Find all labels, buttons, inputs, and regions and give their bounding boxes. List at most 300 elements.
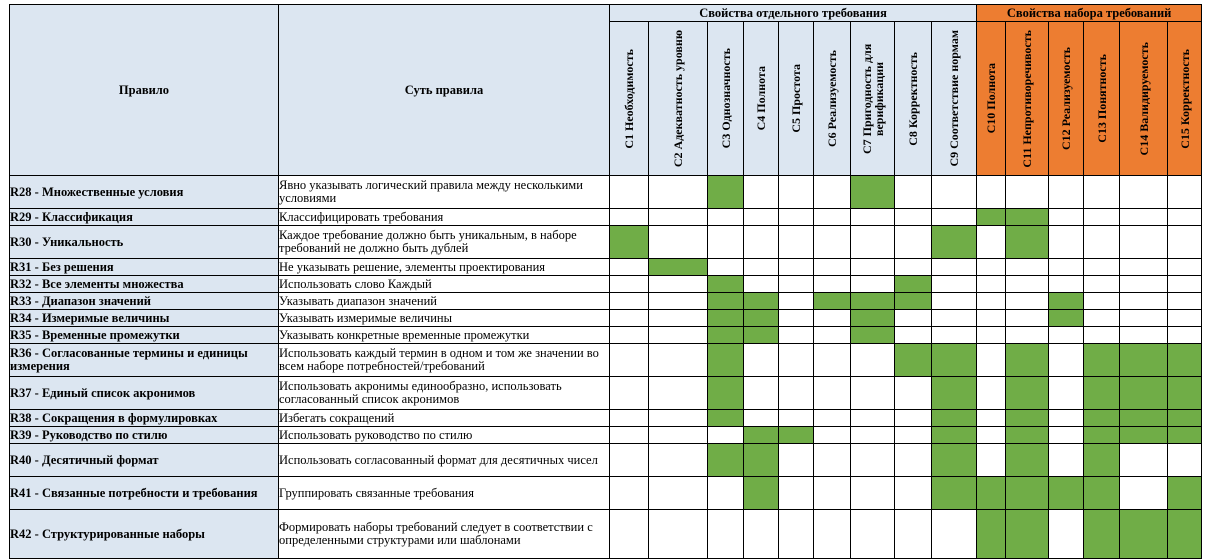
mark-cell-empty [895,310,932,327]
mark-cell-filled [932,444,977,477]
mark-cell-empty [851,209,895,226]
rule-name: R33 - Диапазон значений [10,293,279,310]
mark-cell-filled [649,259,708,276]
mark-cell-filled [1168,427,1202,444]
mark-cell-filled [744,293,779,310]
mark-cell-empty [851,226,895,259]
mark-cell-filled [1006,477,1049,510]
mark-cell-filled [708,176,744,209]
rule-name: R37 - Единый список акронимов [10,377,279,410]
mark-cell-empty [610,410,649,427]
criterion-label: C9 Соответствие нормам [947,30,962,167]
mark-cell-empty [649,344,708,377]
mark-cell-filled [708,327,744,344]
mark-cell-empty [932,510,977,559]
rule-essence: Формировать наборы требований следует в соответствии с определенными структурами или шаблонами [279,510,610,559]
mark-cell-empty [649,427,708,444]
mark-cell-filled [851,176,895,209]
mark-cell-filled [1168,477,1202,510]
table-row [10,477,1202,510]
mark-cell-empty [1049,344,1084,377]
mark-cell-empty [1006,310,1049,327]
mark-cell-filled [1084,510,1120,559]
rule-essence: Использовать согласованный формат для десятичных чисел [279,444,610,477]
mark-cell-empty [779,310,814,327]
criterion-header-c7 [851,22,895,176]
mark-cell-filled [1084,344,1120,377]
rule-essence: Использовать каждый термин в одном и том же значении во всем наборе потребностей/требований [279,344,610,377]
mark-cell-empty [1049,259,1084,276]
mark-cell-empty [977,427,1006,444]
mark-cell-empty [895,327,932,344]
mark-cell-empty [1006,293,1049,310]
mark-cell-empty [977,377,1006,410]
mark-cell-filled [977,477,1006,510]
mark-cell-filled [814,293,851,310]
mark-cell-empty [1084,209,1120,226]
mark-cell-empty [814,377,851,410]
mark-cell-empty [1120,293,1168,310]
mark-cell-empty [649,410,708,427]
mark-cell-empty [1168,176,1202,209]
requirements-matrix [9,4,1202,559]
criterion-header-c12 [1049,22,1084,176]
mark-cell-empty [649,377,708,410]
mark-cell-empty [649,327,708,344]
mark-cell-empty [932,293,977,310]
mark-cell-empty [1120,310,1168,327]
mark-cell-empty [1006,259,1049,276]
criterion-label: C13 Понятность [1094,54,1109,143]
mark-cell-empty [610,444,649,477]
mark-cell-empty [1084,176,1120,209]
matrix-body [10,176,1202,559]
mark-cell-empty [779,444,814,477]
mark-cell-filled [1006,344,1049,377]
mark-cell-empty [814,209,851,226]
mark-cell-empty [610,276,649,293]
criterion-header-c14 [1120,22,1168,176]
rule-name: R29 - Классификация [10,209,279,226]
criterion-label: C7 Пригодность для верификации [859,43,886,154]
rule-name: R34 - Измеримые величины [10,310,279,327]
mark-cell-filled [708,276,744,293]
mark-cell-empty [814,327,851,344]
mark-cell-empty [1168,327,1202,344]
mark-cell-filled [708,344,744,377]
mark-cell-empty [1120,259,1168,276]
mark-cell-empty [895,427,932,444]
criterion-header-c2 [649,22,708,176]
mark-cell-empty [744,510,779,559]
mark-cell-empty [610,293,649,310]
mark-cell-filled [932,344,977,377]
mark-cell-empty [610,510,649,559]
mark-cell-empty [1049,427,1084,444]
mark-cell-empty [779,293,814,310]
mark-cell-empty [744,209,779,226]
rule-name: R40 - Десятичный формат [10,444,279,477]
mark-cell-empty [1049,410,1084,427]
table-row [10,176,1202,209]
mark-cell-filled [744,427,779,444]
mark-cell-empty [1084,293,1120,310]
criterion-header-c4 [744,22,779,176]
mark-cell-empty [895,226,932,259]
criterion-header-c3 [708,22,744,176]
mark-cell-filled [932,410,977,427]
mark-cell-empty [649,226,708,259]
mark-cell-empty [708,209,744,226]
mark-cell-empty [649,444,708,477]
rule-essence: Использовать слово Каждый [279,276,610,293]
mark-cell-empty [610,477,649,510]
mark-cell-empty [932,259,977,276]
mark-cell-filled [610,226,649,259]
criterion-label: C1 Необходимость [622,48,636,149]
mark-cell-filled [1006,510,1049,559]
mark-cell-empty [851,510,895,559]
mark-cell-filled [1120,510,1168,559]
criterion-label: C6 Реализуемость [825,49,839,148]
mark-cell-empty [610,344,649,377]
mark-cell-empty [610,176,649,209]
mark-cell-empty [977,410,1006,427]
rule-essence: Не указывать решение, элементы проектирования [279,259,610,276]
mark-cell-empty [814,477,851,510]
mark-cell-empty [649,176,708,209]
mark-cell-filled [932,377,977,410]
mark-cell-filled [1049,310,1084,327]
criterion-header-c11 [1006,22,1049,176]
mark-cell-empty [1049,176,1084,209]
mark-cell-filled [1084,444,1120,477]
criterion-label: C5 Простота [789,64,803,133]
rule-essence: Избегать сокращений [279,410,610,427]
mark-cell-empty [779,377,814,410]
essence-column-header: Суть правила [279,5,610,176]
table-row [10,427,1202,444]
rule-essence: Классифицировать требования [279,209,610,226]
mark-cell-empty [1120,327,1168,344]
mark-cell-empty [1168,226,1202,259]
mark-cell-empty [649,510,708,559]
rule-name: R38 - Сокращения в формулировках [10,410,279,427]
mark-cell-empty [895,510,932,559]
mark-cell-empty [1168,293,1202,310]
mark-cell-empty [814,176,851,209]
mark-cell-empty [779,510,814,559]
criterion-label: C3 Однозначность [718,48,733,149]
mark-cell-empty [1168,259,1202,276]
rule-name: R31 - Без решения [10,259,279,276]
mark-cell-empty [977,344,1006,377]
mark-cell-empty [1006,276,1049,293]
mark-cell-empty [610,377,649,410]
rule-name: R35 - Временные промежутки [10,327,279,344]
mark-cell-empty [814,510,851,559]
mark-cell-empty [779,477,814,510]
mark-cell-empty [1120,477,1168,510]
mark-cell-empty [1049,444,1084,477]
rule-essence: Указывать конкретные временные промежутки [279,327,610,344]
mark-cell-empty [814,276,851,293]
mark-cell-empty [895,259,932,276]
mark-cell-empty [932,176,977,209]
criterion-label: C10 Полнота [984,63,999,134]
mark-cell-filled [1006,427,1049,444]
criterion-header-c6 [814,22,851,176]
mark-cell-empty [649,276,708,293]
mark-cell-empty [708,226,744,259]
mark-cell-empty [744,410,779,427]
mark-cell-empty [814,310,851,327]
mark-cell-filled [1120,427,1168,444]
mark-cell-filled [1049,293,1084,310]
mark-cell-empty [1168,310,1202,327]
rule-essence: Использовать руководство по стилю [279,427,610,444]
criterion-header-c9 [932,22,977,176]
criterion-label: C8 Корректность [906,51,920,146]
mark-cell-empty [1168,444,1202,477]
mark-cell-filled [851,310,895,327]
mark-cell-empty [779,344,814,377]
mark-cell-empty [1049,327,1084,344]
mark-cell-empty [708,259,744,276]
mark-cell-empty [779,327,814,344]
mark-cell-filled [1168,377,1202,410]
table-row [10,377,1202,410]
mark-cell-empty [1049,510,1084,559]
mark-cell-filled [851,327,895,344]
table-row [10,276,1202,293]
mark-cell-filled [744,444,779,477]
mark-cell-empty [895,209,932,226]
mark-cell-empty [1084,310,1120,327]
mark-cell-empty [610,310,649,327]
mark-cell-empty [814,444,851,477]
mark-cell-empty [779,410,814,427]
mark-cell-empty [1168,209,1202,226]
table-row [10,327,1202,344]
mark-cell-filled [1084,377,1120,410]
mark-cell-filled [1006,209,1049,226]
mark-cell-empty [977,226,1006,259]
mark-cell-empty [977,444,1006,477]
criterion-header-c1 [610,22,649,176]
mark-cell-empty [895,444,932,477]
rule-name: R36 - Согласованные термины и единицы измерения [10,344,279,377]
mark-cell-empty [610,259,649,276]
mark-cell-filled [1120,410,1168,427]
table-row [10,444,1202,477]
mark-cell-empty [744,226,779,259]
mark-cell-empty [1084,259,1120,276]
table-row [10,344,1202,377]
mark-cell-filled [1084,427,1120,444]
mark-cell-filled [1049,477,1084,510]
criterion-label: C4 Полнота [754,66,768,131]
mark-cell-filled [1168,410,1202,427]
mark-cell-empty [851,276,895,293]
mark-cell-empty [895,477,932,510]
mark-cell-empty [851,444,895,477]
group-header-row [10,5,1202,22]
rule-essence: Каждое требование должно быть уникальным, в наборе требований не должно быть дублей [279,226,610,259]
mark-cell-empty [610,327,649,344]
rule-name: R30 - Уникальность [10,226,279,259]
mark-cell-empty [1120,276,1168,293]
mark-cell-filled [932,477,977,510]
table-row [10,259,1202,276]
mark-cell-filled [744,477,779,510]
mark-cell-empty [1084,276,1120,293]
mark-cell-empty [1120,226,1168,259]
mark-cell-filled [1084,477,1120,510]
mark-cell-empty [814,427,851,444]
mark-cell-filled [1120,377,1168,410]
rule-name: R42 - Структурированные наборы [10,510,279,559]
mark-cell-empty [649,209,708,226]
table-row [10,310,1202,327]
mark-cell-empty [1049,276,1084,293]
mark-cell-empty [895,176,932,209]
criterion-label: C15 Корректность [1177,48,1192,149]
mark-cell-empty [779,176,814,209]
mark-cell-filled [708,377,744,410]
table-row [10,226,1202,259]
table-row [10,410,1202,427]
mark-cell-empty [744,176,779,209]
rule-name: R39 - Руководство по стилю [10,427,279,444]
criterion-label: C2 Адекватность уровню [671,29,685,168]
rule-essence: Указывать измеримые величины [279,310,610,327]
mark-cell-empty [744,344,779,377]
mark-cell-empty [1168,276,1202,293]
mark-cell-filled [851,293,895,310]
mark-cell-empty [744,276,779,293]
mark-cell-empty [649,310,708,327]
mark-cell-filled [1006,377,1049,410]
mark-cell-empty [610,427,649,444]
mark-cell-filled [1120,344,1168,377]
mark-cell-empty [1049,209,1084,226]
mark-cell-empty [744,377,779,410]
mark-cell-empty [932,276,977,293]
mark-cell-filled [932,226,977,259]
mark-cell-empty [1120,209,1168,226]
mark-cell-filled [977,510,1006,559]
mark-cell-empty [1006,176,1049,209]
rule-essence: Использовать акронимы единообразно, использовать согласованный список акронимов [279,377,610,410]
mark-cell-filled [1006,226,1049,259]
group-individual-header: Свойства отдельного требования [610,5,977,22]
mark-cell-empty [708,477,744,510]
criterion-label: C11 Непротиворечивость [1020,29,1035,168]
mark-cell-empty [610,209,649,226]
mark-cell-filled [1006,444,1049,477]
mark-cell-empty [708,510,744,559]
mark-cell-empty [932,327,977,344]
rule-column-header: Правило [10,5,279,176]
rule-name: R32 - Все элементы множества [10,276,279,293]
criterion-header-c10 [977,22,1006,176]
table-row [10,293,1202,310]
mark-cell-filled [1168,344,1202,377]
mark-cell-filled [744,310,779,327]
mark-cell-empty [895,377,932,410]
mark-cell-empty [851,377,895,410]
criterion-header-c15 [1168,22,1202,176]
mark-cell-empty [1006,327,1049,344]
mark-cell-empty [977,276,1006,293]
mark-cell-empty [814,226,851,259]
mark-cell-filled [708,293,744,310]
rule-name: R41 - Связанные потребности и требования [10,477,279,510]
mark-cell-empty [779,276,814,293]
mark-cell-empty [851,427,895,444]
mark-cell-filled [932,427,977,444]
criterion-label: C12 Реализуемость [1059,46,1074,151]
criterion-header-c5 [779,22,814,176]
mark-cell-filled [895,293,932,310]
mark-cell-filled [977,209,1006,226]
mark-cell-empty [814,259,851,276]
mark-cell-filled [708,310,744,327]
mark-cell-empty [851,259,895,276]
mark-cell-empty [649,293,708,310]
table-row [10,209,1202,226]
rule-name: R28 - Множественные условия [10,176,279,209]
mark-cell-empty [1049,377,1084,410]
mark-cell-filled [708,444,744,477]
mark-cell-empty [977,293,1006,310]
mark-cell-empty [779,209,814,226]
mark-cell-filled [779,427,814,444]
mark-cell-filled [895,276,932,293]
mark-cell-empty [932,310,977,327]
mark-cell-filled [895,344,932,377]
mark-cell-empty [1120,176,1168,209]
mark-cell-empty [977,176,1006,209]
mark-cell-empty [1120,444,1168,477]
group-set-header: Свойства набора требований [977,5,1202,22]
mark-cell-empty [851,344,895,377]
mark-cell-empty [895,410,932,427]
mark-cell-empty [1049,226,1084,259]
mark-cell-empty [977,259,1006,276]
mark-cell-empty [649,477,708,510]
mark-cell-empty [744,259,779,276]
mark-cell-empty [1084,327,1120,344]
rule-essence: Группировать связанные требования [279,477,610,510]
mark-cell-filled [708,410,744,427]
mark-cell-empty [977,327,1006,344]
mark-cell-filled [1006,410,1049,427]
rule-essence: Явно указывать логический правила между несколькими условиями [279,176,610,209]
criterion-header-c8 [895,22,932,176]
mark-cell-empty [779,259,814,276]
mark-cell-filled [744,327,779,344]
mark-cell-filled [1168,510,1202,559]
mark-cell-empty [779,226,814,259]
mark-cell-empty [1084,226,1120,259]
mark-cell-empty [851,477,895,510]
mark-cell-empty [932,209,977,226]
mark-cell-empty [977,310,1006,327]
mark-cell-empty [708,427,744,444]
table-row [10,510,1202,559]
